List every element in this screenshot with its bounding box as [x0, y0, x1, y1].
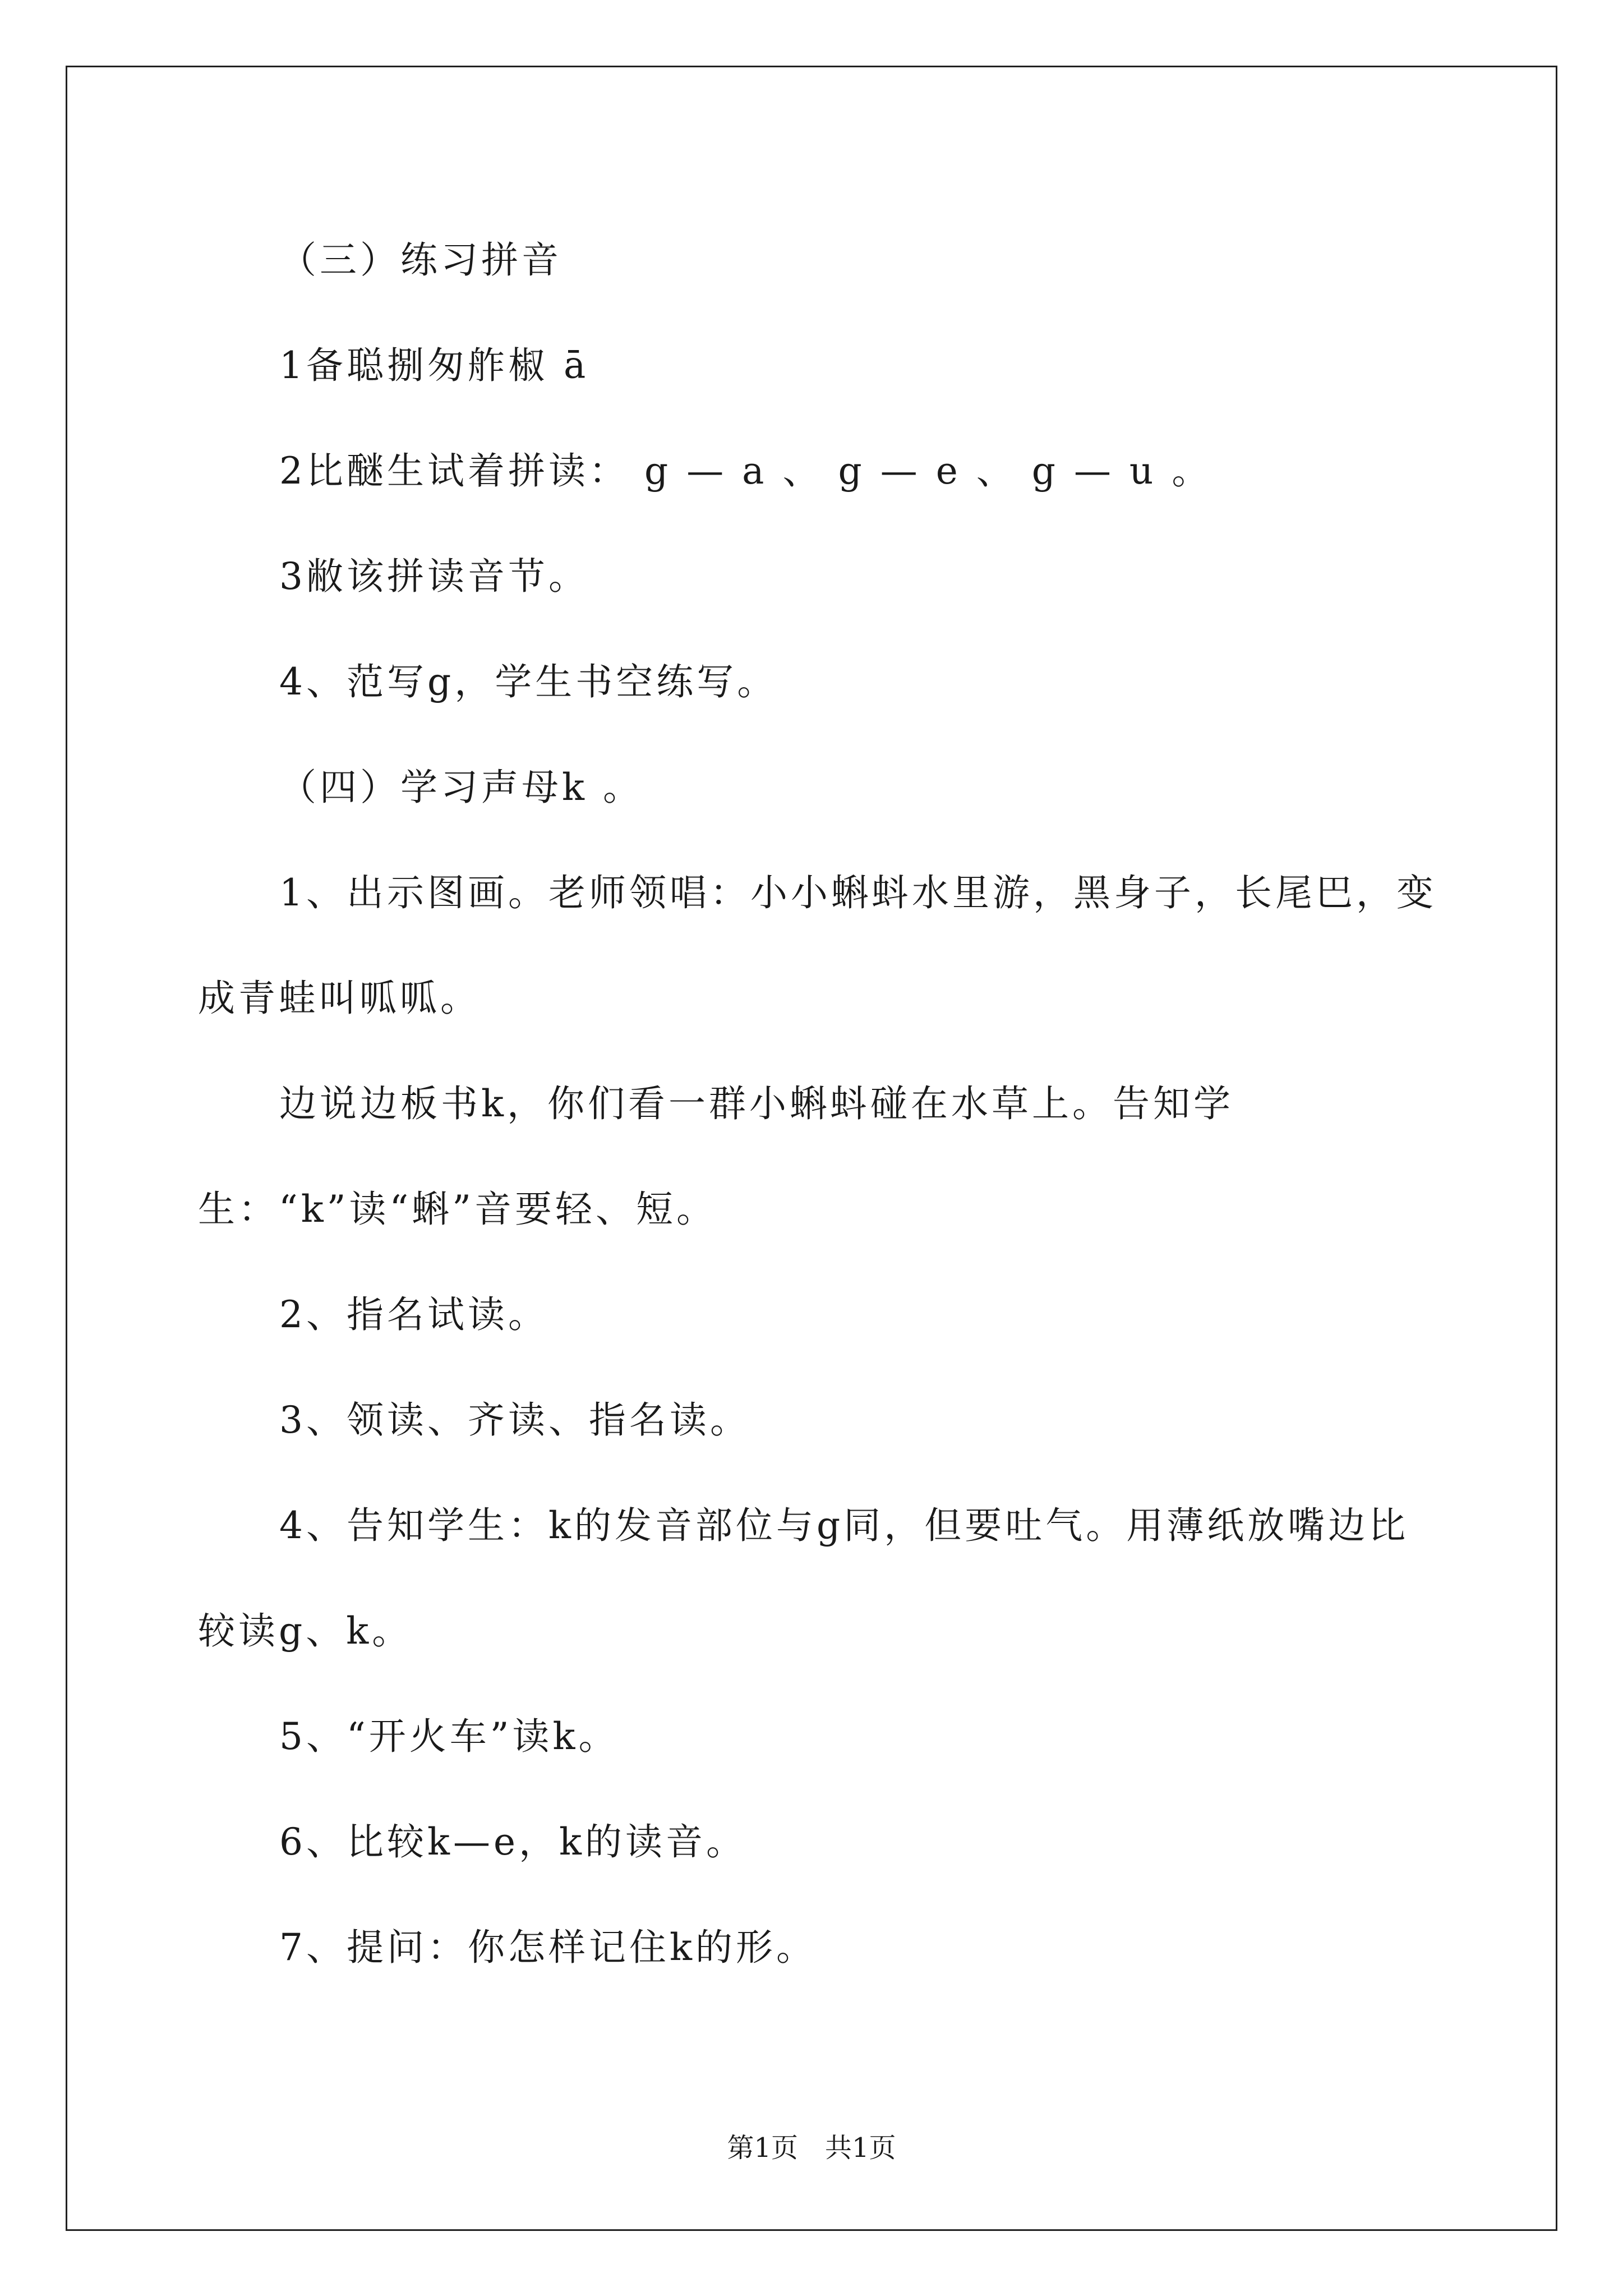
paragraph-item: 边说边板书k，你们看一群小蝌蚪碰在水草上。告知学生：“k”读“蝌”音要轻、短。: [198, 1082, 1234, 1231]
paragraph-item: 3敝该拼读音节。: [279, 555, 589, 598]
paragraph-item: 2、指名试读。: [279, 1293, 548, 1336]
page-number-footer: 第1页 共1页: [727, 2132, 896, 2164]
paragraph-item: 3、领读、齐读、指名读。: [279, 1398, 750, 1442]
paragraph-item: 4、告知学生：k的发音部位与g同，但要吐气。用薄纸放嘴边比较读g、k。: [198, 1504, 1409, 1653]
paragraph-item: 1备聪捌匆舴椒 ā: [279, 344, 589, 387]
paragraph-item: 7、提问：你怎样记住k的形。: [279, 1926, 817, 1969]
paragraph-section-3-heading: （三）练习拼音: [279, 238, 562, 282]
document-body: [198, 208, 1437, 2000]
paragraph-item: 1、出示图画。老师领唱：小小蝌蚪水里游，黑身子，长尾巴，变成青蛙叫呱呱。: [198, 871, 1437, 1020]
paragraph-item: 4、范写g，学生书空练写。: [279, 660, 778, 703]
paragraph-section-4-heading: （四）学习声母k 。: [279, 766, 643, 809]
paragraph-item: 6、比较k—e，k的读音。: [279, 1820, 747, 1864]
paragraph-item: 5、“开火车”读k。: [279, 1715, 619, 1758]
paragraph-item: 2比醚生试着拼读： g — a 、 g — e 、 g — u 。: [279, 449, 1212, 493]
